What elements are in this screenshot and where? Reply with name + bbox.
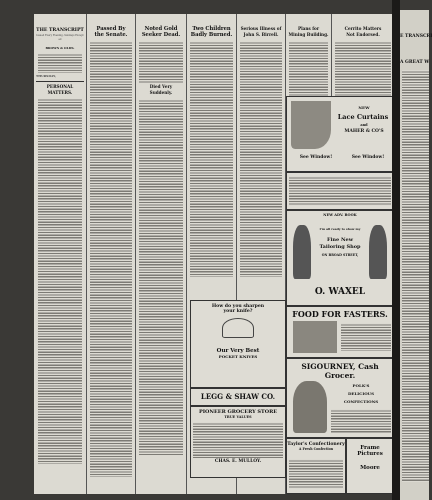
ad-lace-curtains: [286, 96, 394, 172]
taylor-title: Taylor's Confectionery: [287, 442, 345, 447]
headline-illness-1: Serious Illness of: [240, 26, 282, 31]
masthead-subtitle: Issued Every Evening, Sundays Excepted: [36, 34, 84, 41]
tailor-figure-left: [293, 225, 311, 279]
publisher: BROWN & OLDS.: [45, 46, 75, 51]
lace-new: NEW: [358, 105, 370, 110]
taylor-sub: A Fresh Confection: [298, 447, 334, 451]
food-title: FOOD FOR FASTERS.: [292, 309, 388, 319]
legg-shaw-title: LEGG & SHAW CO.: [200, 392, 276, 401]
headline-cerrito-2: Not Endorsed.: [346, 32, 380, 37]
ad-sigourney: [286, 358, 394, 438]
sigourney-delicious: DELICIOUS: [347, 391, 375, 396]
column-3: [137, 14, 185, 494]
next-page-edge: [400, 10, 432, 500]
tailor-address: ON BROAD STREET,: [321, 253, 359, 257]
knives-question-1: How do you sharpen: [211, 304, 265, 309]
food-image: [293, 321, 337, 353]
knives-our-very-best: Our Very Best: [216, 348, 260, 354]
tailor-figure-right: [369, 225, 387, 279]
sigourney-polk: POLK'S: [352, 383, 370, 388]
next-page-headline: A GREAT W: [400, 60, 430, 65]
dateline: THURSDAY,: [36, 74, 56, 79]
knives-pocket: POCKET KNIVES: [218, 354, 258, 359]
personal-matters-heading: PERSONAL MATTERS.: [46, 83, 74, 95]
headline-suddenly: Suddenly.: [149, 90, 173, 95]
headline-gold-2: Seeker Dead.: [141, 32, 181, 38]
pioneer-mulloy: CHAS. E. MULLOY.: [214, 459, 262, 464]
masthead-title: THE TRANSCRIPT: [36, 28, 84, 33]
ad-food-for-fasters: [286, 306, 394, 358]
tailor-text: I'm all ready to show my: [319, 227, 361, 231]
tailor-fine-new: Fine New: [326, 237, 354, 243]
headline-passed-2: the Senate.: [94, 32, 128, 38]
headline-plans-1: Plans for: [297, 26, 320, 31]
ad-frame-pictures: [346, 438, 394, 494]
ad-notice: [286, 172, 394, 210]
frame-moore: Moore: [360, 465, 380, 471]
knives-question-2: your knife?: [223, 309, 253, 314]
headline-illness-2: John S. Birrell.: [243, 32, 279, 37]
tailor-shop: Tailoring Shop: [319, 244, 361, 250]
frame-title: Frame: [360, 445, 380, 451]
tailor-new-ads: NEW ADV. BOOK: [323, 213, 357, 217]
pioneer-sub: TRUE VALUES: [224, 415, 252, 419]
sigourney-confections: CONFECTIONS: [343, 399, 379, 404]
sigourney-figures: [293, 381, 327, 433]
next-page-masthead: E TRANSCRI: [400, 34, 432, 39]
tailor-waxel: O. WAXEL: [314, 287, 366, 297]
headline-passed-1: Passed By: [96, 26, 126, 32]
ad-taylor-confectionery: [286, 438, 346, 494]
ad-pioneer-grocery: [190, 406, 286, 478]
headline-cerrito-1: Cerrito Matters: [344, 26, 382, 31]
lace-see-window-left: See Window!: [299, 155, 333, 160]
pioneer-title: PIONEER GROCERY STORE: [198, 409, 278, 415]
knife-image: [222, 318, 254, 338]
column-1: [36, 14, 84, 494]
headline-plans-2: Mining Building.: [288, 32, 329, 37]
frame-pictures: Pictures: [357, 451, 383, 457]
lace-see-window-right: See Window!: [351, 155, 385, 160]
lace-store: MAHER & CO'S: [344, 129, 384, 134]
headline-children-1: Two Children: [192, 26, 231, 32]
column-2: [88, 14, 134, 494]
headline-children-2: Badly Burned.: [190, 32, 233, 38]
sigourney-title: SIGOURNEY, Cash Grocer.: [301, 362, 379, 380]
page-gutter: [392, 0, 400, 500]
newspaper-page: [34, 14, 394, 494]
headline-died-very: Died Very: [149, 84, 173, 89]
lace-title: Lace Curtains: [337, 113, 389, 121]
ad-pocket-knives: [190, 300, 286, 388]
lace-and: and: [360, 123, 368, 127]
headline-gold-1: Noted Gold: [144, 26, 178, 32]
ad-legg-shaw: [190, 388, 286, 406]
ad-tailoring-shop: [286, 210, 394, 306]
